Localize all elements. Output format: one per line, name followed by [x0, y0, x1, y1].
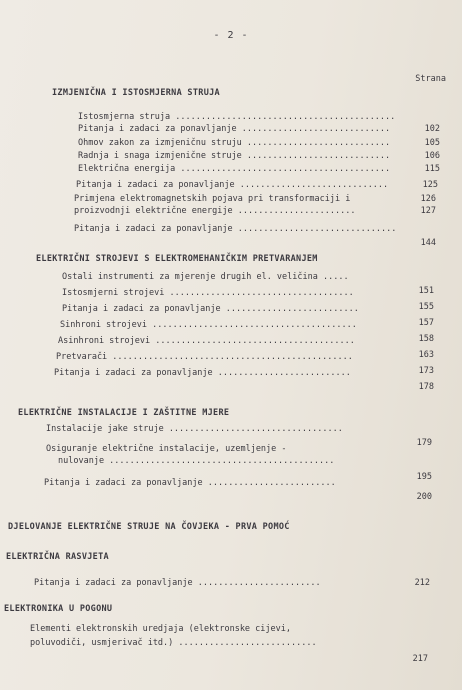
- entry-title: Istosmjerna struja ...........................................: [78, 112, 396, 122]
- entry-page: 217: [412, 654, 428, 664]
- entry-title: Pretvarači ...............................................: [56, 352, 353, 362]
- entry-title: Pitanja i zadaci za ponavljanje ...............................: [74, 224, 397, 234]
- section-title: ELEKTRONIKA U POGONU: [4, 604, 113, 614]
- entry-title-line2: poluvodiči, usmjerivač itd.) ...........................: [30, 638, 317, 648]
- entry-page: 105: [424, 138, 440, 148]
- entry-page: 102: [424, 124, 440, 134]
- entry-title: Istosmjerni strojevi ....................................: [62, 288, 354, 298]
- section-title: IZMJENIČNA I ISTOSMJERNA STRUJA: [52, 88, 220, 98]
- entry-page: 127: [420, 206, 436, 216]
- column-header-strana: Strana: [415, 74, 446, 84]
- entry-title: Pitanja i zadaci za ponavljanje ........................: [34, 578, 321, 588]
- entry-title: Osiguranje električne instalacije, uzemljenje -: [46, 444, 287, 454]
- entry-title-line2: nulovanje ............................................: [58, 456, 335, 466]
- entry-title: Pitanja i zadaci za ponavljanje .............................: [78, 124, 391, 134]
- entry-title: Radnja i snaga izmjenične struje ............................: [78, 151, 391, 161]
- entry-title: Pitanja i zadaci za ponavljanje ..........................: [54, 368, 351, 378]
- entry-title: Asinhroni strojevi .......................................: [58, 336, 355, 346]
- entry-page: 163: [418, 350, 434, 360]
- section-title: DJELOVANJE ELEKTRIČNE STRUJE NA ČOVJEKA - PRVA POMOĆ: [8, 522, 290, 532]
- entry-page: 158: [418, 334, 434, 344]
- entry-page: 157: [418, 318, 434, 328]
- entry-title: Pitanja i zadaci za ponavljanje .........................: [44, 478, 336, 488]
- entry-title-line2: proizvodnji električne energije .......................: [74, 206, 356, 216]
- entry-page: 200: [416, 492, 432, 502]
- entry-title: Pitanja i zadaci za ponavljanje ..........................: [62, 304, 359, 314]
- entry-title: Elementi elektronskih uredjaja (elektronske cijevi,: [30, 624, 291, 634]
- entry-page: 144: [420, 238, 436, 248]
- entry-page: 179: [416, 438, 432, 448]
- entry-page: 126: [420, 194, 436, 204]
- entry-title: Ostali instrumenti za mjerenje drugih el. veličina .....: [62, 272, 349, 282]
- entry-page: 212: [414, 578, 430, 588]
- entry-title: Instalacije jake struje ..................................: [46, 424, 343, 434]
- entry-page: 115: [424, 164, 440, 174]
- entry-title: Primjena elektromagnetskih pojava pri transformaciji i: [74, 194, 351, 204]
- entry-page: 151: [418, 286, 434, 296]
- entry-title: Pitanja i zadaci za ponavljanje .............................: [76, 180, 389, 190]
- entry-page: 125: [422, 180, 438, 190]
- section-title: ELEKTRIČNE INSTALACIJE I ZAŠTITNE MJERE: [18, 408, 230, 418]
- entry-page: 173: [418, 366, 434, 376]
- entry-page: 178: [418, 382, 434, 392]
- entry-page: 195: [416, 472, 432, 482]
- entry-page: 155: [418, 302, 434, 312]
- page-number: - 2 -: [213, 30, 249, 41]
- entry-page: 106: [424, 151, 440, 161]
- entry-title: Ohmov zakon za izmjeničnu struju ............................: [78, 138, 391, 148]
- entry-title: Električna energija .........................................: [78, 164, 391, 174]
- section-title: ELEKTRIČNA RASVJETA: [6, 552, 109, 562]
- section-title: ELEKTRIČNI STROJEVI S ELEKTROMEHANIČKIM PRETVARANJEM: [36, 254, 318, 264]
- entry-title: Sinhroni strojevi ........................................: [60, 320, 357, 330]
